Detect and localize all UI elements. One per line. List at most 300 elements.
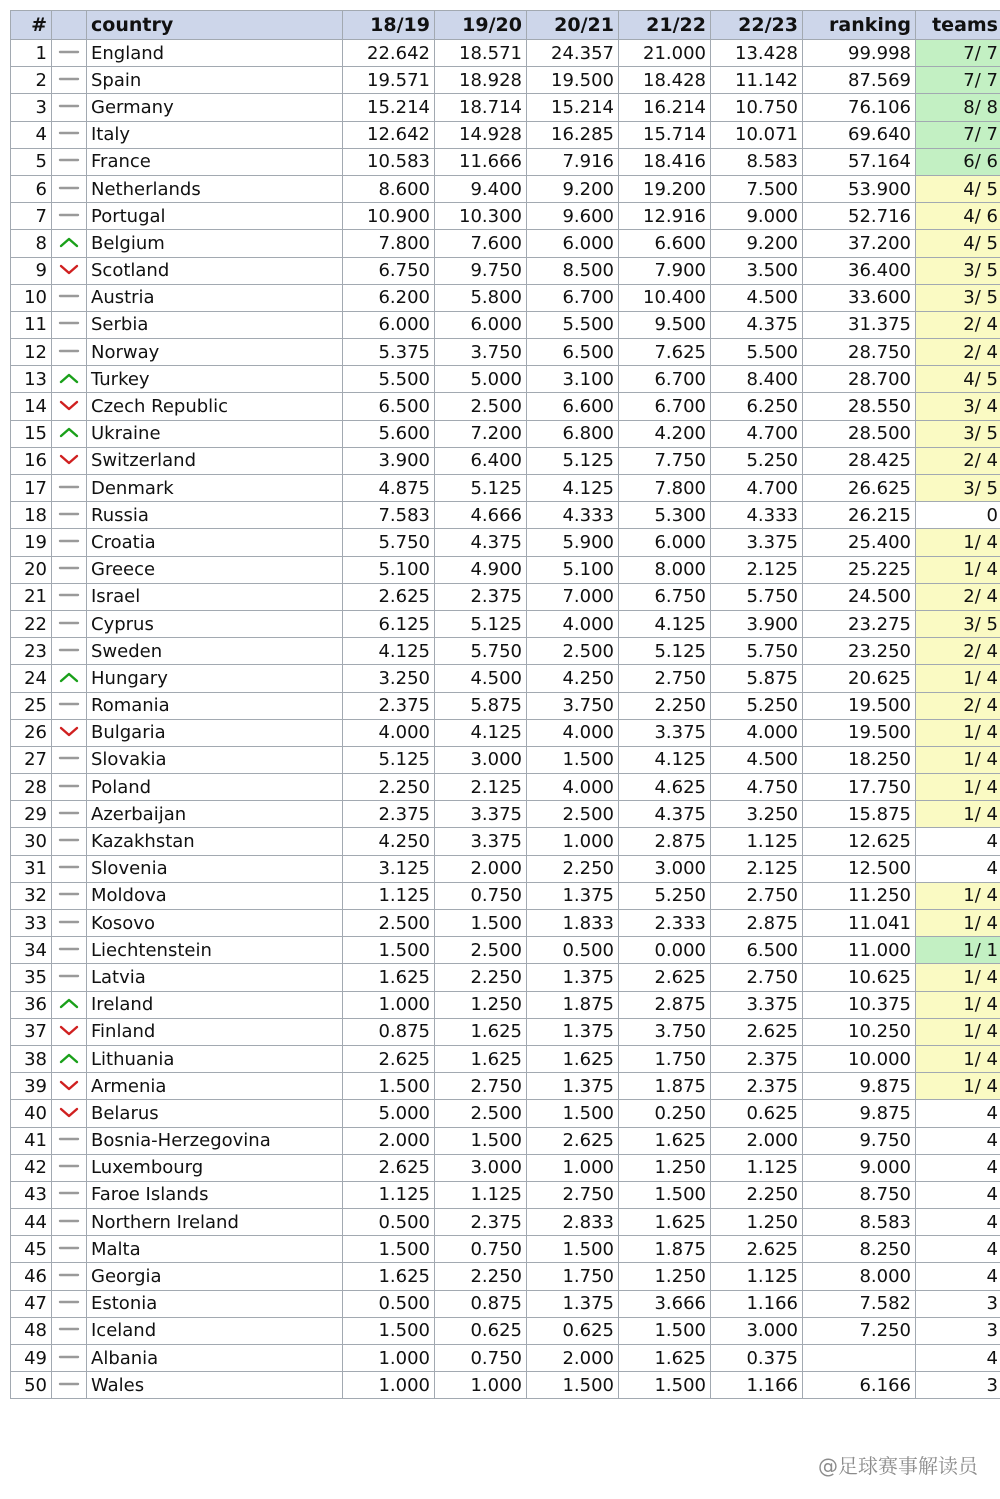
rank-cell: 16	[11, 447, 52, 474]
col-header-2021[interactable]: 20/21	[527, 11, 619, 40]
season-2122-cell: 2.250	[619, 692, 711, 719]
trend-flat-icon	[58, 915, 80, 929]
season-2122-cell: 1.500	[619, 1372, 711, 1399]
table-row	[11, 692, 1000, 719]
season-1819-cell: 1.125	[343, 882, 435, 909]
teams-cell: 4	[916, 1127, 1000, 1154]
season-2223-cell: 13.428	[711, 40, 803, 67]
season-2122-cell: 1.250	[619, 1263, 711, 1290]
trend-flat-icon	[58, 616, 80, 630]
table-row	[11, 1236, 1000, 1263]
season-1920-cell: 2.500	[435, 1100, 527, 1127]
country-cell: Poland	[87, 774, 343, 801]
header-row	[11, 11, 1000, 40]
season-1819-cell: 2.375	[343, 692, 435, 719]
season-2223-cell: 1.125	[711, 828, 803, 855]
rank-cell: 22	[11, 610, 52, 637]
season-2223-cell: 3.375	[711, 529, 803, 556]
trend-cell	[52, 556, 87, 583]
season-2223-cell: 2.750	[711, 964, 803, 991]
trend-cell	[52, 665, 87, 692]
country-cell: Netherlands	[87, 175, 343, 202]
rank-cell: 41	[11, 1127, 52, 1154]
ranking-cell: 57.164	[803, 148, 916, 175]
teams-cell: 1/ 4	[916, 1018, 1000, 1045]
season-2223-cell: 8.400	[711, 366, 803, 393]
col-header-1920[interactable]: 19/20	[435, 11, 527, 40]
trend-down-icon	[58, 398, 80, 412]
country-cell: France	[87, 148, 343, 175]
season-2021-cell: 15.214	[527, 94, 619, 121]
season-1920-cell: 1.000	[435, 1372, 527, 1399]
season-2021-cell: 2.500	[527, 638, 619, 665]
season-2021-cell: 6.700	[527, 284, 619, 311]
season-2122-cell: 4.125	[619, 746, 711, 773]
rank-cell: 48	[11, 1317, 52, 1344]
teams-cell: 4/ 5	[916, 175, 1000, 202]
country-cell: Greece	[87, 556, 343, 583]
teams-cell: 7/ 7	[916, 121, 1000, 148]
trend-cell	[52, 203, 87, 230]
rank-cell: 4	[11, 121, 52, 148]
season-1920-cell: 3.375	[435, 828, 527, 855]
teams-cell: 2/ 4	[916, 311, 1000, 338]
season-2021-cell: 1.375	[527, 964, 619, 991]
rank-cell: 40	[11, 1100, 52, 1127]
season-2122-cell: 4.625	[619, 774, 711, 801]
season-2223-cell: 2.125	[711, 556, 803, 583]
season-1920-cell: 11.666	[435, 148, 527, 175]
teams-cell: 1/ 4	[916, 1073, 1000, 1100]
season-2122-cell: 6.700	[619, 366, 711, 393]
country-cell: Czech Republic	[87, 393, 343, 420]
season-2223-cell: 9.000	[711, 203, 803, 230]
teams-cell: 3/ 5	[916, 284, 1000, 311]
table-row	[11, 964, 1000, 991]
rank-cell: 38	[11, 1045, 52, 1072]
country-cell: Turkey	[87, 366, 343, 393]
trend-down-icon	[58, 1105, 80, 1119]
season-2223-cell: 4.700	[711, 420, 803, 447]
teams-cell: 4	[916, 1100, 1000, 1127]
col-header-ranking[interactable]: ranking	[803, 11, 916, 40]
season-2021-cell: 1.375	[527, 882, 619, 909]
ranking-cell: 23.275	[803, 610, 916, 637]
trend-flat-icon	[58, 942, 80, 956]
ranking-cell: 28.750	[803, 339, 916, 366]
trend-flat-icon	[58, 1186, 80, 1200]
season-2223-cell: 1.250	[711, 1209, 803, 1236]
table-row	[11, 502, 1000, 529]
season-1819-cell: 4.000	[343, 719, 435, 746]
trend-flat-icon	[58, 534, 80, 548]
season-1920-cell: 3.000	[435, 746, 527, 773]
season-1920-cell: 4.900	[435, 556, 527, 583]
teams-cell: 3/ 5	[916, 420, 1000, 447]
season-2223-cell: 3.250	[711, 801, 803, 828]
season-2223-cell: 2.250	[711, 1181, 803, 1208]
season-1920-cell: 7.600	[435, 230, 527, 257]
season-1819-cell: 5.375	[343, 339, 435, 366]
season-2122-cell: 3.750	[619, 1018, 711, 1045]
table-row	[11, 67, 1000, 94]
trend-flat-icon	[58, 1377, 80, 1391]
season-1819-cell: 6.125	[343, 610, 435, 637]
trend-cell	[52, 1317, 87, 1344]
rank-cell: 30	[11, 828, 52, 855]
season-1920-cell: 3.750	[435, 339, 527, 366]
season-1819-cell: 5.750	[343, 529, 435, 556]
season-1819-cell: 7.800	[343, 230, 435, 257]
season-1819-cell: 1.125	[343, 1181, 435, 1208]
season-1920-cell: 1.500	[435, 1127, 527, 1154]
season-2021-cell: 9.600	[527, 203, 619, 230]
ranking-cell: 11.250	[803, 882, 916, 909]
season-1920-cell: 5.000	[435, 366, 527, 393]
season-2223-cell: 2.625	[711, 1236, 803, 1263]
season-1920-cell: 1.500	[435, 910, 527, 937]
season-2122-cell: 6.750	[619, 583, 711, 610]
season-1920-cell: 4.666	[435, 502, 527, 529]
col-header-trend[interactable]	[52, 11, 87, 40]
season-1819-cell: 1.500	[343, 1317, 435, 1344]
country-cell: Azerbaijan	[87, 801, 343, 828]
season-1819-cell: 6.750	[343, 257, 435, 284]
ranking-cell: 31.375	[803, 311, 916, 338]
season-2021-cell: 6.600	[527, 393, 619, 420]
season-2021-cell: 4.000	[527, 719, 619, 746]
teams-cell: 2/ 4	[916, 583, 1000, 610]
trend-flat-icon	[58, 643, 80, 657]
rank-cell: 6	[11, 175, 52, 202]
trend-down-icon	[58, 1078, 80, 1092]
season-2122-cell: 15.714	[619, 121, 711, 148]
table-row	[11, 420, 1000, 447]
rank-cell: 33	[11, 910, 52, 937]
season-1920-cell: 5.875	[435, 692, 527, 719]
table-row	[11, 366, 1000, 393]
country-cell: Denmark	[87, 475, 343, 502]
season-2122-cell: 1.625	[619, 1127, 711, 1154]
season-2223-cell: 4.333	[711, 502, 803, 529]
trend-cell	[52, 1345, 87, 1372]
season-2021-cell: 5.125	[527, 447, 619, 474]
rank-cell: 36	[11, 991, 52, 1018]
season-2122-cell: 4.125	[619, 610, 711, 637]
season-2122-cell: 2.875	[619, 828, 711, 855]
country-cell: Spain	[87, 67, 343, 94]
season-1819-cell: 1.000	[343, 1345, 435, 1372]
country-cell: Serbia	[87, 311, 343, 338]
season-1920-cell: 0.625	[435, 1317, 527, 1344]
season-2122-cell: 1.875	[619, 1236, 711, 1263]
season-2122-cell: 2.625	[619, 964, 711, 991]
season-2122-cell: 6.600	[619, 230, 711, 257]
season-2021-cell: 19.500	[527, 67, 619, 94]
teams-cell: 1/ 4	[916, 529, 1000, 556]
season-2122-cell: 5.300	[619, 502, 711, 529]
col-header-rank[interactable]: #	[11, 11, 52, 40]
ranking-table	[10, 10, 1000, 1399]
trend-flat-icon	[58, 561, 80, 575]
trend-flat-icon	[58, 697, 80, 711]
season-1819-cell: 2.500	[343, 910, 435, 937]
season-2223-cell: 3.375	[711, 991, 803, 1018]
season-2021-cell: 0.625	[527, 1317, 619, 1344]
ranking-cell: 8.583	[803, 1209, 916, 1236]
season-2021-cell: 2.750	[527, 1181, 619, 1208]
season-2021-cell: 1.500	[527, 1236, 619, 1263]
season-2223-cell: 2.375	[711, 1073, 803, 1100]
season-1819-cell: 19.571	[343, 67, 435, 94]
trend-cell	[52, 882, 87, 909]
season-2021-cell: 1.375	[527, 1290, 619, 1317]
season-2223-cell: 4.375	[711, 311, 803, 338]
table-row	[11, 475, 1000, 502]
table-row	[11, 1045, 1000, 1072]
teams-cell: 8/ 8	[916, 94, 1000, 121]
season-1920-cell: 0.875	[435, 1290, 527, 1317]
trend-flat-icon	[58, 860, 80, 874]
teams-cell: 1/ 4	[916, 801, 1000, 828]
ranking-cell: 28.500	[803, 420, 916, 447]
season-2021-cell: 3.100	[527, 366, 619, 393]
col-header-2122[interactable]: 21/22	[619, 11, 711, 40]
trend-cell	[52, 67, 87, 94]
col-header-1819[interactable]: 18/19	[343, 11, 435, 40]
season-2223-cell: 2.125	[711, 855, 803, 882]
season-1920-cell: 7.200	[435, 420, 527, 447]
season-1819-cell: 3.900	[343, 447, 435, 474]
season-1819-cell: 5.125	[343, 746, 435, 773]
season-2021-cell: 1.375	[527, 1073, 619, 1100]
table-row	[11, 991, 1000, 1018]
trend-cell	[52, 148, 87, 175]
trend-flat-icon	[58, 344, 80, 358]
ranking-cell: 69.640	[803, 121, 916, 148]
col-header-country[interactable]: country	[87, 11, 343, 40]
country-cell: Finland	[87, 1018, 343, 1045]
trend-flat-icon	[58, 1350, 80, 1364]
table-body	[11, 40, 1000, 1399]
table-row	[11, 1209, 1000, 1236]
table-row	[11, 1263, 1000, 1290]
table-row	[11, 774, 1000, 801]
season-2223-cell: 5.750	[711, 583, 803, 610]
season-1819-cell: 10.583	[343, 148, 435, 175]
rank-cell: 14	[11, 393, 52, 420]
table-row	[11, 937, 1000, 964]
col-header-2223[interactable]: 22/23	[711, 11, 803, 40]
ranking-cell: 8.000	[803, 1263, 916, 1290]
season-2223-cell: 7.500	[711, 175, 803, 202]
teams-cell: 4	[916, 855, 1000, 882]
season-2223-cell: 10.071	[711, 121, 803, 148]
rank-cell: 35	[11, 964, 52, 991]
rank-cell: 23	[11, 638, 52, 665]
table-row	[11, 855, 1000, 882]
rank-cell: 15	[11, 420, 52, 447]
season-1920-cell: 9.400	[435, 175, 527, 202]
table-row	[11, 311, 1000, 338]
table-row	[11, 1154, 1000, 1181]
season-2223-cell: 2.625	[711, 1018, 803, 1045]
trend-cell	[52, 502, 87, 529]
season-1920-cell: 1.625	[435, 1018, 527, 1045]
ranking-cell: 28.700	[803, 366, 916, 393]
season-1920-cell: 2.250	[435, 1263, 527, 1290]
rank-cell: 9	[11, 257, 52, 284]
rank-cell: 34	[11, 937, 52, 964]
teams-cell: 1/ 4	[916, 556, 1000, 583]
rank-cell: 44	[11, 1209, 52, 1236]
season-1920-cell: 18.714	[435, 94, 527, 121]
col-header-teams[interactable]: teams	[916, 11, 1000, 40]
season-1819-cell: 2.375	[343, 801, 435, 828]
season-1819-cell: 1.500	[343, 1073, 435, 1100]
season-2122-cell: 1.625	[619, 1209, 711, 1236]
season-2122-cell: 19.200	[619, 175, 711, 202]
table-row	[11, 257, 1000, 284]
season-2122-cell: 1.625	[619, 1345, 711, 1372]
trend-flat-icon	[58, 72, 80, 86]
trend-flat-icon	[58, 208, 80, 222]
trend-flat-icon	[58, 507, 80, 521]
table-row	[11, 1127, 1000, 1154]
ranking-cell: 87.569	[803, 67, 916, 94]
rank-cell: 42	[11, 1154, 52, 1181]
country-cell: Albania	[87, 1345, 343, 1372]
season-2223-cell: 1.125	[711, 1154, 803, 1181]
season-2021-cell: 1.500	[527, 1100, 619, 1127]
season-2122-cell: 12.916	[619, 203, 711, 230]
teams-cell: 4	[916, 1209, 1000, 1236]
trend-cell	[52, 257, 87, 284]
teams-cell: 4	[916, 1345, 1000, 1372]
season-2223-cell: 10.750	[711, 94, 803, 121]
season-2122-cell: 5.125	[619, 638, 711, 665]
rank-cell: 37	[11, 1018, 52, 1045]
season-2021-cell: 1.500	[527, 746, 619, 773]
season-1819-cell: 2.625	[343, 1154, 435, 1181]
trend-down-icon	[58, 724, 80, 738]
teams-cell: 1/ 4	[916, 719, 1000, 746]
ranking-cell: 25.400	[803, 529, 916, 556]
country-cell: Belarus	[87, 1100, 343, 1127]
season-1819-cell: 6.200	[343, 284, 435, 311]
season-2223-cell: 4.700	[711, 475, 803, 502]
teams-cell: 3	[916, 1290, 1000, 1317]
ranking-cell: 52.716	[803, 203, 916, 230]
season-2122-cell: 7.625	[619, 339, 711, 366]
season-1819-cell: 10.900	[343, 203, 435, 230]
trend-cell	[52, 692, 87, 719]
ranking-cell: 26.215	[803, 502, 916, 529]
season-2122-cell: 5.250	[619, 882, 711, 909]
season-1920-cell: 3.375	[435, 801, 527, 828]
trend-flat-icon	[58, 289, 80, 303]
trend-flat-icon	[58, 99, 80, 113]
table-row	[11, 1290, 1000, 1317]
ranking-cell: 9.000	[803, 1154, 916, 1181]
trend-flat-icon	[58, 316, 80, 330]
trend-cell	[52, 638, 87, 665]
season-2021-cell: 5.500	[527, 311, 619, 338]
season-1920-cell: 3.000	[435, 1154, 527, 1181]
season-1920-cell: 18.571	[435, 40, 527, 67]
table-row	[11, 556, 1000, 583]
table-row	[11, 148, 1000, 175]
table-row	[11, 719, 1000, 746]
season-1819-cell: 0.875	[343, 1018, 435, 1045]
teams-cell: 4/ 6	[916, 203, 1000, 230]
season-1920-cell: 0.750	[435, 882, 527, 909]
ranking-cell: 8.250	[803, 1236, 916, 1263]
season-1920-cell: 5.800	[435, 284, 527, 311]
season-2021-cell: 6.800	[527, 420, 619, 447]
teams-cell: 2/ 4	[916, 692, 1000, 719]
trend-cell	[52, 774, 87, 801]
country-cell: Estonia	[87, 1290, 343, 1317]
ranking-cell: 36.400	[803, 257, 916, 284]
rank-cell: 1	[11, 40, 52, 67]
trend-flat-icon	[58, 153, 80, 167]
season-2021-cell: 6.500	[527, 339, 619, 366]
season-2122-cell: 7.900	[619, 257, 711, 284]
trend-down-icon	[58, 1023, 80, 1037]
season-2223-cell: 6.500	[711, 937, 803, 964]
ranking-cell: 11.000	[803, 937, 916, 964]
trend-cell	[52, 1127, 87, 1154]
teams-cell: 7/ 7	[916, 67, 1000, 94]
season-1819-cell: 0.500	[343, 1209, 435, 1236]
season-2122-cell: 1.750	[619, 1045, 711, 1072]
season-1819-cell: 3.125	[343, 855, 435, 882]
rank-cell: 46	[11, 1263, 52, 1290]
trend-down-icon	[58, 262, 80, 276]
season-1920-cell: 0.750	[435, 1236, 527, 1263]
season-2223-cell: 5.750	[711, 638, 803, 665]
season-1819-cell: 4.125	[343, 638, 435, 665]
trend-cell	[52, 311, 87, 338]
country-cell: Israel	[87, 583, 343, 610]
season-2223-cell: 3.000	[711, 1317, 803, 1344]
rank-cell: 7	[11, 203, 52, 230]
table-row	[11, 882, 1000, 909]
table-row	[11, 1073, 1000, 1100]
season-1920-cell: 18.928	[435, 67, 527, 94]
season-1819-cell: 7.583	[343, 502, 435, 529]
season-2122-cell: 1.500	[619, 1181, 711, 1208]
season-1920-cell: 1.625	[435, 1045, 527, 1072]
trend-cell	[52, 801, 87, 828]
season-2021-cell: 1.875	[527, 991, 619, 1018]
table-row	[11, 1345, 1000, 1372]
teams-cell: 1/ 4	[916, 665, 1000, 692]
season-2021-cell: 4.000	[527, 774, 619, 801]
trend-flat-icon	[58, 969, 80, 983]
teams-cell: 4	[916, 1236, 1000, 1263]
trend-cell	[52, 828, 87, 855]
trend-cell	[52, 583, 87, 610]
season-2223-cell: 4.750	[711, 774, 803, 801]
trend-up-icon	[58, 235, 80, 249]
season-2223-cell: 4.000	[711, 719, 803, 746]
season-2021-cell: 1.750	[527, 1263, 619, 1290]
table-row	[11, 1317, 1000, 1344]
country-cell: Ireland	[87, 991, 343, 1018]
teams-cell: 1/ 4	[916, 991, 1000, 1018]
